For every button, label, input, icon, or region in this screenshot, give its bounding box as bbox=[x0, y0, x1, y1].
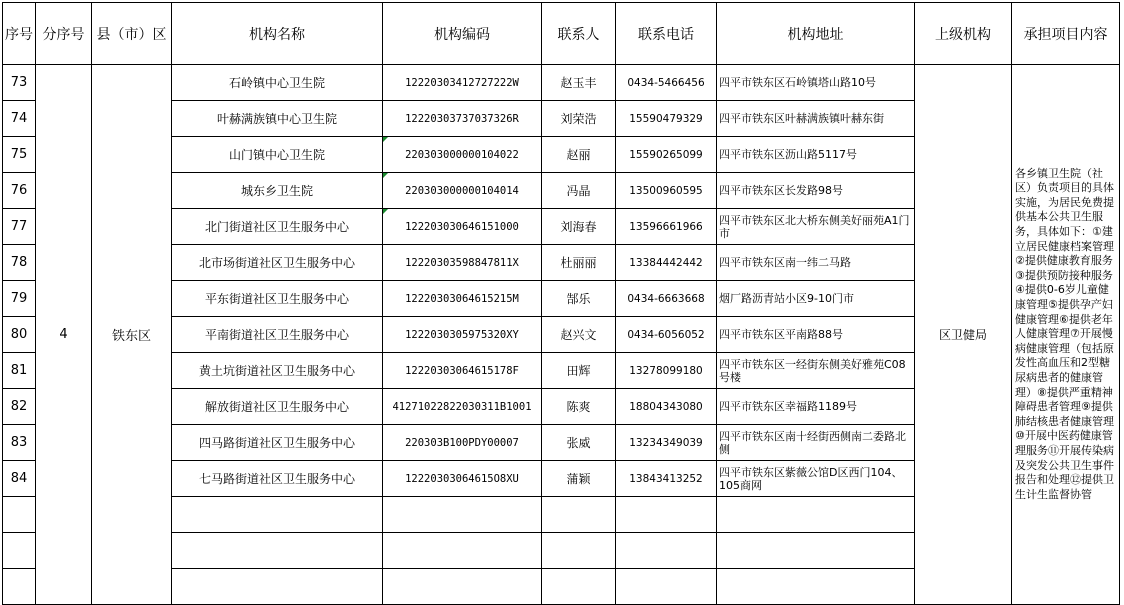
cell-phone[interactable] bbox=[616, 533, 717, 569]
cell-contact[interactable]: 郜乐 bbox=[542, 281, 616, 317]
cell-seq[interactable]: 84 bbox=[3, 461, 36, 497]
cell-org-code[interactable]: 1222030305975320XY bbox=[383, 317, 542, 353]
cell-seq[interactable]: 77 bbox=[3, 209, 36, 245]
cell-address[interactable] bbox=[717, 569, 915, 605]
cell-phone[interactable] bbox=[616, 497, 717, 533]
cell-address[interactable]: 四平市铁东区南一纬二马路 bbox=[717, 245, 915, 281]
header-scope[interactable]: 承担项目内容 bbox=[1012, 3, 1120, 65]
cell-seq[interactable]: 78 bbox=[3, 245, 36, 281]
cell-org-name[interactable]: 黄土坑街道社区卫生服务中心 bbox=[172, 353, 383, 389]
header-sub-seq[interactable]: 分序号 bbox=[36, 3, 92, 65]
cell-address[interactable]: 四平市铁东区长发路98号 bbox=[717, 173, 915, 209]
cell-phone[interactable]: 15590479329 bbox=[616, 101, 717, 137]
cell-seq[interactable]: 75 bbox=[3, 137, 36, 173]
cell-address[interactable] bbox=[717, 533, 915, 569]
cell-org-code[interactable]: 12220303064615O8XU bbox=[383, 461, 542, 497]
cell-phone[interactable]: 13278099180 bbox=[616, 353, 717, 389]
cell-address[interactable]: 四平市铁东区幸福路1189号 bbox=[717, 389, 915, 425]
cell-phone[interactable]: 0434-6056052 bbox=[616, 317, 717, 353]
cell-seq[interactable] bbox=[3, 533, 36, 569]
cell-org-code[interactable]: 12220303064615178F bbox=[383, 353, 542, 389]
cell-org-code[interactable]: 122203030646151000 bbox=[383, 209, 542, 245]
cell-org-name[interactable]: 北门街道社区卫生服务中心 bbox=[172, 209, 383, 245]
cell-org-name[interactable]: 四马路街道社区卫生服务中心 bbox=[172, 425, 383, 461]
cell-phone[interactable]: 13843413252 bbox=[616, 461, 717, 497]
cell-phone[interactable]: 13596661966 bbox=[616, 209, 717, 245]
cell-address[interactable]: 四平市铁东区沥山路5117号 bbox=[717, 137, 915, 173]
cell-contact[interactable]: 杜丽丽 bbox=[542, 245, 616, 281]
cell-contact[interactable] bbox=[542, 569, 616, 605]
cell-org-code[interactable]: 220303000000104014 bbox=[383, 173, 542, 209]
header-superior[interactable]: 上级机构 bbox=[915, 3, 1012, 65]
cell-address[interactable]: 四平市铁东区平南路88号 bbox=[717, 317, 915, 353]
cell-org-name[interactable]: 石岭镇中心卫生院 bbox=[172, 65, 383, 101]
cell-contact[interactable]: 赵丽 bbox=[542, 137, 616, 173]
cell-org-code[interactable] bbox=[383, 533, 542, 569]
header-phone[interactable]: 联系电话 bbox=[616, 3, 717, 65]
header-county[interactable]: 县（市）区 bbox=[92, 3, 172, 65]
cell-org-code[interactable]: 12220303064615215M bbox=[383, 281, 542, 317]
cell-contact[interactable]: 陈爽 bbox=[542, 389, 616, 425]
cell-contact[interactable]: 刘海春 bbox=[542, 209, 616, 245]
cell-org-code[interactable]: 12220303737037326R bbox=[383, 101, 542, 137]
cell-seq[interactable] bbox=[3, 497, 36, 533]
header-contact[interactable]: 联系人 bbox=[542, 3, 616, 65]
cell-phone[interactable]: 15590265099 bbox=[616, 137, 717, 173]
cell-phone[interactable]: 13234349039 bbox=[616, 425, 717, 461]
cell-org-code[interactable]: 220303000000104022 bbox=[383, 137, 542, 173]
cell-seq[interactable]: 81 bbox=[3, 353, 36, 389]
cell-contact[interactable]: 刘荣浩 bbox=[542, 101, 616, 137]
header-org-name[interactable]: 机构名称 bbox=[172, 3, 383, 65]
cell-org-name[interactable]: 城东乡卫生院 bbox=[172, 173, 383, 209]
cell-address[interactable]: 四平市铁东区叶赫满族镇叶赫东街 bbox=[717, 101, 915, 137]
cell-org-code[interactable]: 220303B100PDY00007 bbox=[383, 425, 542, 461]
cell-org-name[interactable]: 平南街道社区卫生服务中心 bbox=[172, 317, 383, 353]
cell-seq[interactable]: 80 bbox=[3, 317, 36, 353]
header-row bbox=[3, 3, 1120, 65]
cell-seq[interactable]: 83 bbox=[3, 425, 36, 461]
cell-seq[interactable] bbox=[3, 569, 36, 605]
cell-contact[interactable]: 赵兴文 bbox=[542, 317, 616, 353]
cell-phone[interactable]: 18804343080 bbox=[616, 389, 717, 425]
cell-org-name[interactable]: 叶赫满族镇中心卫生院 bbox=[172, 101, 383, 137]
cell-address[interactable]: 四平市铁东区北大桥东侧美好丽苑A1门市 bbox=[717, 209, 915, 245]
cell-contact[interactable]: 张威 bbox=[542, 425, 616, 461]
header-org-code[interactable]: 机构编码 bbox=[383, 3, 542, 65]
cell-address[interactable]: 烟厂路沥青站小区9-10门市 bbox=[717, 281, 915, 317]
cell-address[interactable]: 四平市铁东区紫薇公馆D区西门104、105商网 bbox=[717, 461, 915, 497]
cell-contact[interactable]: 田辉 bbox=[542, 353, 616, 389]
cell-phone[interactable]: 0434-5466456 bbox=[616, 65, 717, 101]
cell-phone[interactable]: 13500960595 bbox=[616, 173, 717, 209]
cell-county[interactable]: 铁东区 bbox=[92, 65, 172, 605]
table-row bbox=[3, 65, 1120, 101]
cell-org-code[interactable] bbox=[383, 497, 542, 533]
institution-table bbox=[2, 2, 1120, 605]
cell-contact[interactable] bbox=[542, 533, 616, 569]
cell-org-name[interactable] bbox=[172, 569, 383, 605]
cell-contact[interactable]: 赵玉丰 bbox=[542, 65, 616, 101]
cell-org-name[interactable]: 解放街道社区卫生服务中心 bbox=[172, 389, 383, 425]
cell-scope[interactable]: 各乡镇卫生院（社区）负责项目的具体实施，为居民免费提供基本公共卫生服务，具体如下：①建立居民健康档案管理②提供健康教育服务③提供预防接种服务④提供0-6岁儿童健康管理⑤提供孕产妇健康管理⑥提供老年人健康管理⑦开展慢病健康管理（包括原发性高血压和2型糖尿病患者的健康管理）⑧提供严重精神障碍患者管理⑨提供肺结核患者健康管理⑩开展中医药健康管理服务⑪开展传染病及突发公共卫生事件报告和处理⑫提供卫生计生监督协管 bbox=[1012, 65, 1120, 605]
cell-seq[interactable]: 79 bbox=[3, 281, 36, 317]
cell-contact[interactable] bbox=[542, 497, 616, 533]
header-seq[interactable]: 序号 bbox=[3, 3, 36, 65]
cell-address[interactable]: 四平市铁东区南十经街西侧南二委路北侧 bbox=[717, 425, 915, 461]
cell-contact[interactable]: 冯晶 bbox=[542, 173, 616, 209]
cell-contact[interactable]: 蒲颖 bbox=[542, 461, 616, 497]
cell-address[interactable] bbox=[717, 497, 915, 533]
cell-seq[interactable]: 82 bbox=[3, 389, 36, 425]
cell-org-name[interactable]: 山门镇中心卫生院 bbox=[172, 137, 383, 173]
cell-sub-seq[interactable]: 4 bbox=[36, 65, 92, 605]
cell-address[interactable]: 四平市铁东区石岭镇塔山路10号 bbox=[717, 65, 915, 101]
cell-org-name[interactable]: 北市场街道社区卫生服务中心 bbox=[172, 245, 383, 281]
header-address[interactable]: 机构地址 bbox=[717, 3, 915, 65]
cell-org-name[interactable]: 七马路街道社区卫生服务中心 bbox=[172, 461, 383, 497]
cell-phone[interactable]: 0434-6663668 bbox=[616, 281, 717, 317]
cell-seq[interactable]: 74 bbox=[3, 101, 36, 137]
cell-phone[interactable]: 13384442442 bbox=[616, 245, 717, 281]
cell-org-code[interactable]: 41271022822030311B1001 bbox=[383, 389, 542, 425]
cell-phone[interactable] bbox=[616, 569, 717, 605]
cell-superior[interactable]: 区卫健局 bbox=[915, 65, 1012, 605]
cell-org-code[interactable] bbox=[383, 569, 542, 605]
cell-seq[interactable]: 73 bbox=[3, 65, 36, 101]
cell-org-name[interactable] bbox=[172, 533, 383, 569]
cell-org-name[interactable]: 平东街道社区卫生服务中心 bbox=[172, 281, 383, 317]
cell-address[interactable]: 四平市铁东区一经街东侧美好雅苑C08号楼 bbox=[717, 353, 915, 389]
cell-seq[interactable]: 76 bbox=[3, 173, 36, 209]
cell-org-code[interactable]: 12220303598847811X bbox=[383, 245, 542, 281]
cell-org-code[interactable]: 12220303412727222W bbox=[383, 65, 542, 101]
cell-org-name[interactable] bbox=[172, 497, 383, 533]
